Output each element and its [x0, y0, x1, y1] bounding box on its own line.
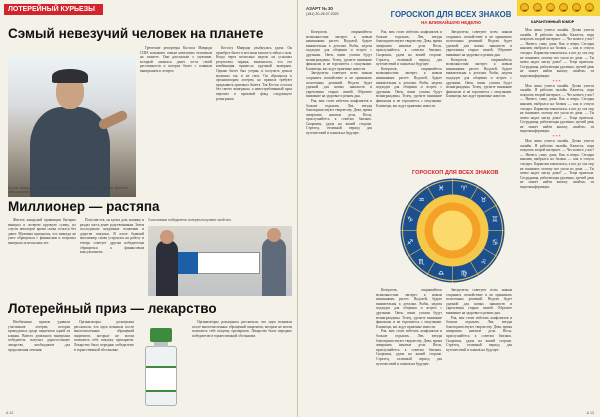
zodiac-sign-icon: ♑ [406, 215, 414, 224]
article2-text-col1 [8, 218, 76, 300]
zodiac-wheel-image [399, 177, 506, 284]
zodiac-sign-icon: ♍ [460, 269, 468, 278]
article3-paragraph: Организаторы розыгрыша рассказали, что идея возникла после многочисленных обращений пациентов, которые не могли позволить себе покупку препаратов. Лекарство было передано победителю в торжественной обстановке. [192, 320, 292, 338]
vial-label [146, 366, 176, 392]
joke-text: Моя жена учится онлайн. Дочка учится онлайн. Я работаю онлайн. Кажется, пора покупать второй интернет. — Что нового у вас? — Ничего, сижу дома. Как и вчера. Сегодня наконец выбрался на балкон — как в отпуск съездил. Карантин закончился, а кот до сих пор не понимает, почему все ушли из дома. — Ты зачем надел маску дома? — Тещa приехала. Сотрудница, работающая удаленно, третий день не может найти кнопку «выйти» из видеоконференции. [520, 28, 594, 78]
zodiac-sign-icon: ♓ [437, 184, 445, 193]
smile-icon [572, 3, 581, 12]
horoscope-col4 [376, 288, 442, 410]
photo-figure-arm [97, 109, 128, 131]
horoscope-paragraph: Звездочеты советуют всем знакам сохранять спокойствие и не принимать поспешных решений. Неделя будет удачной для новых знакомств и укрепления старых связей. Обратите внимание на здоровье и режим дня. [306, 71, 372, 99]
horoscope-col5 [446, 288, 512, 410]
horoscope-paragraph: Рак, вам стоит избегать конфликтов и больше отдыхать. Лев, звезды благоприятствуют творчеству. Дева, время завершить начатые дела. Весы, прислушайтесь к советам близких. Скорпион, удача на вашей стороне. Стрелец, отличный период для путешествий и планов на будущее. [446, 315, 512, 352]
photo-lottery-winners [148, 226, 292, 296]
masthead [306, 6, 339, 17]
article3-text-col1 [8, 320, 70, 410]
humor-heading: КАРАНТИННЫЙ ЮМОР [531, 20, 575, 24]
photo-person-right-head [267, 228, 281, 242]
article3-paragraph: Организаторы розыгрыша рассказали, что идея возникла после многочисленных обращений пациентов, которые не могли позволить себе покупку препаратов. Лекарство было передано победителю в торжественной обстановке. [74, 320, 134, 352]
horoscope-col2 [376, 30, 442, 170]
caption-man-photo: Костас Мавроди признавался в интервью, что до сих пор не может простить себе рассеянность. [8, 186, 129, 195]
right-page [298, 0, 600, 417]
horoscope-paragraph: Звездочеты советуют всем знакам сохранять спокойствие и не принимать поспешных решений. Неделя будет удачной для новых знакомств и укрепления старых связей. Обратите внимание на здоровье и режим дня. [446, 30, 512, 57]
photo-person-left-head [160, 230, 174, 244]
horoscope-paragraph: Рак, вам стоит избегать конфликтов и больше отдыхать. Лев, звезды благоприятствуют творчеству. Дева, время завершить начатые дела. Весы, прислушайтесь к советам близких. Скорпион, удача на вашей стороне. Стрелец, отличный период для путешествий и планов на будущее. [376, 329, 442, 366]
photo-man [8, 55, 136, 197]
smile-icon [559, 3, 568, 12]
horoscope-col3 [446, 30, 512, 170]
zodiac-sign-icon: ♐ [406, 238, 414, 247]
article3-text-col3 [192, 320, 292, 410]
horoscope-col1 [306, 30, 372, 410]
article1-text-col2 [216, 46, 292, 196]
article2-paragraph: Житель канадской провинции Онтарио выиграл в лотерею крупную сумму, но спустя некоторое время снова остался без денег. Мужчина признался, что никогда не умел обращаться с финансами и потратил выигрыш за несколько лет. [8, 218, 76, 245]
left-page [0, 0, 298, 417]
horoscope-paragraph: Рак, вам стоит избегать конфликтов и больше отдыхать. Лев, звезды благоприятствуют творчеству. Дева, время завершить начатые дела. Весы, прислушайтесь к советам близких. Скорпион, удача на вашей стороне. Стрелец, отличный период для путешествий и планов на будущее. [376, 30, 442, 67]
horoscope-paragraph: Козерогов, открывайтесь возможностям: интерес к новым начинаниям растет. Водолей, будьте внимательны к деталям. Рыбы, неделя подходит для общения и встреч с друзьями. Овен, ваши усилия будут вознаграждены. Телец, уделите внимание финансам и не торопитесь с покупками. Близнецы, вас ждут приятные новости. [306, 30, 372, 71]
photo-person-right [262, 238, 286, 296]
joke-text: Моя жена учится онлайн. Дочка учится онлайн. Я работаю онлайн. Кажется, пора покупать второй интернет. — Что нового у вас? — Ничего, сижу дома. Как и вчера. Сегодня наконец выбрался на балкон — как в отпуск съездил. Карантин закончился, а кот до сих пор не понимает, почему все ушли из дома. — Ты зачем надел маску дома? — Тещa приехала. Сотрудница, работающая удаленно, третий день не может найти кнопку «выйти» из видеоконференции. [520, 139, 594, 189]
smile-icon [520, 3, 529, 12]
masthead-issue: (181) 20-26.07.2020 [306, 11, 339, 16]
caption-lottery-photo: Счастливые победители лотереи получают свой чек. [148, 218, 232, 222]
big-check-logo-strip [178, 252, 198, 274]
article3-paragraph: Необычным призом удивили участников лотереи, которая проводилась среди пациентов одной из клиник. Вместо денежного выигрыша победитель получил дорогостоящее лекарство, необходимое для продолжения лечения. [8, 320, 70, 352]
horoscope-paragraph: Звездочеты советуют всем знакам сохранять спокойствие и не принимать поспешных решений. Неделя будет удачной для новых знакомств и укрепления старых связей. Обратите внимание на здоровье и режим дня. [446, 288, 512, 315]
smile-icon [546, 3, 555, 12]
photo-figure-body [30, 107, 110, 197]
zodiac-sign-icon: ♒ [418, 195, 425, 204]
zodiac-sign-icon: ♊ [491, 215, 499, 224]
medicine-vial-image [136, 326, 186, 412]
article1-text-col1 [140, 46, 212, 196]
zodiac-sign-icon: ♌ [480, 258, 487, 267]
zodiac-sign-icon: ♏ [418, 258, 425, 267]
horoscope-title: ГОРОСКОП ДЛЯ ВСЕХ ЗНАКОВ [390, 10, 512, 19]
headline-unluckiest-man: Сэмый невезучий человек на планете [8, 26, 264, 41]
page-number-left: А 12 [6, 411, 14, 415]
article1-paragraph: Греческие репортеры Костаса Мавроди США называют самым невезучим человеком на планете. Они рассказали о мужчине, который лишился денег из-за своей рассеянности и потерял билет с главным выигрышем в лотерее. [140, 46, 212, 73]
masthead-title: АЗАРТ № 30 [306, 6, 333, 11]
article1-paragraph: Костасу Мавроди улыбнулась удача. Он приобрел билет в местном киоске и забыл о нем. Когда через несколько недель он услышал результаты тиража, выяснилось, что его комбинация принесла крупный выигрыш. Однако билет был утерян, и получить деньги мужчина так и не смог. Он обращался к организаторам лотереи, но правила требуют предъявить оригинал билета. Так Костас остался без своего выигрыша, а невостребованный приз перешел в призовой фонд следующего розыгрыша. [216, 46, 292, 101]
headline-lottery-medicine: Лотерейный приз — лекарство [8, 301, 217, 316]
headline-millionaire: Миллионер — растяпа [8, 199, 160, 214]
smile-icon [533, 3, 542, 12]
horoscope-paragraph: Козерогов, открывайтесь возможностям: интерес к новым начинаниям растет. Водолей, будьте внимательны к деталям. Рыбы, неделя подходит для общения и встреч с друзьями. Овен, ваши усилия будут вознаграждены. Телец, уделите внимание финансам и не торопитесь с покупками. Близнецы, вас ждут приятные новости. [376, 66, 442, 108]
horoscope-wheel-heading: ГОРОСКОП ДЛЯ ВСЕХ ЗНАКОВ [412, 170, 499, 176]
horoscope-paragraph: Козерогов, открывайтесь возможностям: интерес к новым начинаниям растет. Водолей, будьте внимательны к деталям. Рыбы, неделя подходит для общения и встреч с друзьями. Овен, ваши усилия будут вознаграждены. Телец, уделите внимание финансам и не торопитесь с покупками. Близнецы, вас ждут приятные новости. [376, 288, 442, 329]
horoscope-paragraph: Козерогов, открывайтесь возможностям: интерес к новым начинаниям растет. Водолей, будьте внимательны к деталям. Рыбы, неделя подходит для общения и встреч с друзьями. Овен, ваши усилия будут вознаграждены. Телец, уделите внимание финансам и не торопитесь с покупками. Близнецы, вас ждут приятные новости. [446, 57, 512, 99]
article2-text-col2 [80, 218, 144, 300]
photo-person-left [156, 240, 178, 296]
section-label: ЛОТЕРЕЙНЫЙ КУРЬЕЗЫ [4, 4, 103, 15]
joke-divider: *** [552, 134, 562, 140]
photo-figure-cap [52, 69, 88, 83]
zodiac-sign-icon: ♎ [437, 269, 445, 278]
zodiac-sign-icon: ♉ [480, 195, 487, 204]
zodiac-sign-icon: ♈ [460, 184, 468, 193]
smile-icon [585, 3, 594, 12]
joke-divider: *** [552, 78, 562, 84]
horoscope-paragraph: Рак, вам стоит избегать конфликтов и больше отдыхать. Лев, звезды благоприятствуют творчеству. Дева, время завершить начатые дела. Весы, прислушайтесь к советам близких. Скорпион, удача на вашей стороне. Стрелец, отличный период для путешествий и планов на будущее. [306, 98, 372, 136]
article2-paragraph: Получив чек, он купил дом, машину и раздал часть денег родственникам. Затем последовали неудачные вложения и дорогие покупки. В итоге бывший миллионер снова устроился на работу и теперь советует другим победителям обращаться к финансовым консультантам. [80, 218, 144, 255]
page-number-right: А 13 [586, 411, 594, 415]
article3-text-col2 [74, 320, 134, 410]
zodiac-sign-icon: ♋ [491, 238, 499, 247]
humor-emoji-strip [517, 0, 600, 16]
joke-text: Моя жена учится онлайн. Дочка учится онлайн. Я работаю онлайн. Кажется, пора покупать второй интернет. — Что нового у вас? — Ничего, сижу дома. Как и вчера. Сегодня наконец выбрался на балкон — как в отпуск съездил. Карантин закончился, а кот до сих пор не понимает, почему все ушли из дома. — Ты зачем надел маску дома? — Тещa приехала. Сотрудница, работающая удаленно, третий день не может найти кнопку «выйти» из видеоконференции. [520, 83, 594, 134]
humor-jokes-col [520, 28, 594, 410]
horoscope-subtitle: НА БЛИЖАЙШУЮ НЕДЕЛЮ [421, 20, 481, 25]
vial-cap [150, 328, 172, 342]
